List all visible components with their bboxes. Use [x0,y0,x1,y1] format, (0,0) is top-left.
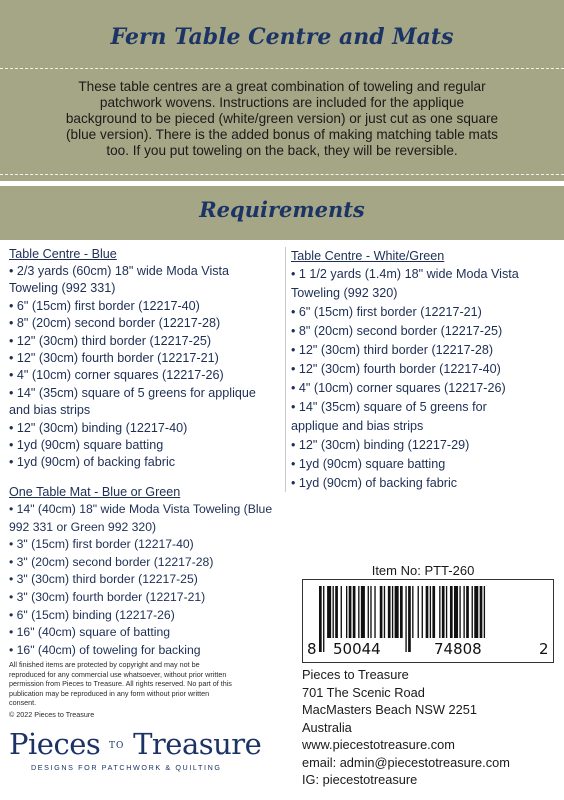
copyright-line: reproduced for any commercial use whatsoever, without prior written [9,669,227,679]
list-item: • 12" (30cm) binding (12217-40) [9,420,188,435]
list-item: • 14" (35cm) square of 5 greens for [291,400,487,414]
item-number: Item No: PTT-260 [371,563,475,578]
logo-wordmark [9,728,289,762]
list-item: • 3" (15cm) first border (12217-40) [9,537,194,552]
barcode-bar [353,586,356,638]
barcode-bar [405,586,406,652]
barcode-bar [472,586,473,638]
list-item: • 12" (30cm) third border (12217-25) [9,333,212,348]
barcode-bar [418,586,419,638]
barcode-bar [333,586,334,638]
list-item: applique and bias strips [291,419,424,433]
barcode-bar [368,586,369,638]
list-item: • 3" (30cm) third border (12217-25) [9,572,198,587]
intro-text [40,79,524,159]
intro-line: (blue version). There is the added bonus of making matching table mats [66,127,498,142]
list-item: • 1yd (90cm) square batting [291,457,446,471]
barcode-bar [480,586,483,638]
barcode-bar [346,586,347,638]
barcode-digit: 2 [539,640,549,658]
barcode-bar [370,586,371,638]
list-item: • 12" (30cm) binding (12217-29) [291,438,470,452]
barcode-bar [454,586,458,638]
company-name: Pieces to Treasure [302,667,409,682]
list-item: • 3" (30cm) fourth border (12217-21) [9,589,206,604]
barcode-bar [400,586,403,638]
barcode-bar [341,586,342,638]
website-link[interactable]: www.piecestotreasure.com [302,737,455,752]
barcode-bar [422,586,423,638]
barcode-bar [484,586,485,638]
town-address: MacMasters Beach NSW 2251 [302,702,477,717]
blue-list [9,263,287,472]
list-item: • 16" (40cm) square of batting [9,625,171,640]
barcode-bar [361,586,365,638]
list-item: • 3" (20cm) second border (12217-28) [9,554,214,569]
stitch-line [0,68,564,69]
copyright-line: consent. [9,698,37,708]
list-item: • 4" (10cm) corner squares (12217-26) [9,368,224,383]
barcode-bar [459,586,460,638]
barcode [302,579,554,663]
barcode-bar [380,586,383,638]
list-item: • 12" (30cm) fourth border (12217-21) [9,351,219,366]
list-item: • 8" (20cm) second border (12217-25) [291,324,503,338]
blue-requirements [9,246,287,472]
intro-line: too. If you put toweling on the back, they will be reversible. [106,143,458,158]
barcode-bar [358,586,359,638]
barcode-bar [426,586,429,638]
intro-line: background to be pieced (white/green version) or just cut as one square [65,111,499,126]
barcode-bar [374,586,375,638]
requirements-title: Requirements [199,197,365,222]
barcode-digit: 8 [307,640,317,658]
barcode-bar [446,586,447,638]
barcode-bar [430,586,431,638]
list-item: 992 331 or Green 992 320) [9,519,157,534]
logo-word: Treasure [133,727,262,761]
list-item: • 6" (15cm) binding (12217-26) [9,607,175,622]
copyright-line: permission from Pieces to Treasure. All rights reserved. No part of this [9,679,232,689]
list-item: • 14" (35cm) square of 5 greens for applique [9,385,256,400]
list-item: • 6" (15cm) first border (12217-40) [9,298,200,313]
country: Australia [302,719,352,735]
barcode-bar [388,586,391,638]
copyright-year: © 2022 Pieces to Treasure [9,709,95,719]
barcode-bar [349,586,352,638]
list-item: • 14" (40cm) 18" wide Moda Vista Toweling (Blue [9,502,273,516]
barcode-bar [466,586,469,638]
white-green-list [291,265,559,493]
barcode-bar [474,586,478,638]
barcode-bar [384,586,385,638]
barcode-bar [450,586,453,638]
white-green-requirements [291,248,559,493]
list-item: • 6" (15cm) first border (12217-21) [291,305,482,319]
list-item: • 8" (20cm) second border (12217-28) [9,316,221,331]
list-item: and bias strips [9,403,91,418]
street-address: 701 The Scenic Road [302,684,425,700]
list-item: • 1 1/2 yards (1.4m) 18" wide Moda Vista [291,267,519,281]
mat-requirements [9,484,287,659]
copyright-notice [9,660,289,720]
barcode-bar [408,586,411,652]
mat-heading: One Table Mat - Blue or Green [9,485,181,499]
barcode-bar [442,586,445,638]
instagram-handle: IG: piecestotreasure [302,772,418,787]
mat-list [9,501,287,659]
list-item: • 1yd (90cm) of backing fabric [9,455,176,470]
white-green-heading: Table Centre - White/Green [291,249,445,263]
brand-logo [9,728,289,788]
copyright-line: publication may be reproduced in any form without prior written [9,688,210,698]
barcode-bar [323,586,324,652]
list-item: • 2/3 yards (60cm) 18" wide Moda Vista [9,264,230,278]
stitch-line [0,174,564,175]
contact-block [302,666,560,789]
list-item: Toweling (992 331) [9,281,116,296]
intro-line: patchwork wovens. Instructions are included for the applique [99,95,465,110]
logo-word: Pieces [9,727,101,761]
barcode-bar [319,586,322,652]
barcode-bar [439,586,440,638]
list-item: • 1yd (90cm) square batting [9,438,164,453]
barcode-bar [335,586,338,638]
list-item: • 12" (30cm) third border (12217-28) [291,343,494,357]
copyright-line: All finished items are protected by copyright and may not be [9,660,200,669]
barcode-digits: 50044 [333,640,381,658]
barcode-bar [412,586,413,638]
barcode-bar [463,586,464,638]
email-link[interactable]: email: admin@piecestotreasure.com [302,754,510,770]
list-item: • 12" (30cm) fourth border (12217-40) [291,362,501,376]
logo-tagline: DESIGNS FOR PATCHWORK & QUILTING [31,763,222,772]
barcode-bar [327,586,331,638]
logo-word: TO [108,741,125,751]
blue-heading: Table Centre - Blue [9,247,117,261]
list-item: Toweling (992 320) [291,286,398,300]
page-title: Fern Table Centre and Mats [110,24,454,50]
barcode-bar [395,586,399,638]
barcode-bar [432,586,435,638]
list-item: • 4" (10cm) corner squares (12217-26) [291,381,506,395]
list-item: • 1yd (90cm) of backing fabric [291,476,458,490]
barcode-bar [392,586,393,638]
barcode-digits: 74808 [434,640,482,658]
column-divider [285,247,286,492]
intro-line: These table centres are a great combination of toweling and regular [78,79,486,94]
list-item: • 16" (40cm) of toweling for backing [9,642,201,657]
